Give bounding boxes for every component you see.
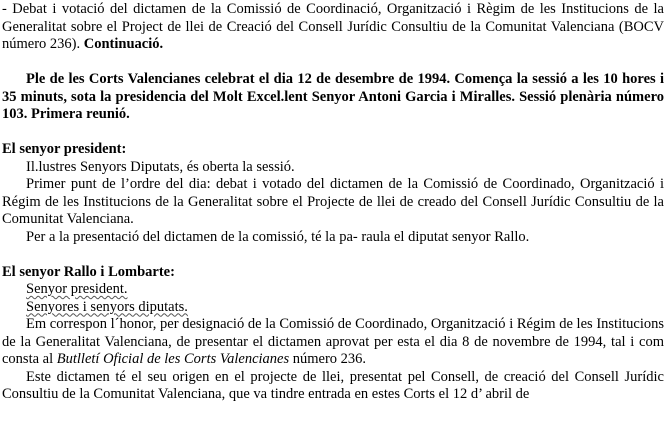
president-paragraph-3: Per a la presentació del dictamen de la comissió, té la pa- raula el diputat senyor Rallo. xyxy=(26,228,530,245)
speaker-president: El senyor president: xyxy=(2,141,127,157)
agenda-item-text: - Debat i votació del dictamen de la Comissió de Coordinació, Organització i Règim de les Institucions de la Generalitat sobre el Project de llei de Creació del Consell Jurídic Consultiu de la Comunitat Valenciana (BOCV número 236). xyxy=(2,1,664,52)
spacer xyxy=(2,246,664,264)
rallo-paragraph-1 xyxy=(2,316,664,369)
president-paragraph-2: Primer punt de l’ordre del dia: debat i votado del dictamen de la Comissió de Coordinado, Organització i Régim de les Institucions de la Generalitat sobre el Projecte de llei de creado del Consell Jurídic Consultiu de la Comunitat Valenciana. xyxy=(2,176,664,227)
spacer xyxy=(2,54,664,72)
rallo-paragraph-1-text: Em correspon l´honor, per designació de la Comissió de Coordinado, Organització i Régim de les Institucions de la Generalitat Valenciana, de presentar el dictamen aprovat per esta el dia 8 de novembre de 1994, tal i com consta al xyxy=(2,316,664,367)
rallo-greeting-1 xyxy=(2,281,664,299)
speaker-rallo: El senyor Rallo i Lombarte: xyxy=(2,263,175,280)
president-paragraph-1: Il.lustres Senyors Diputats, és oberta la sessió. xyxy=(26,158,295,175)
greeting-deputies: Senyores i senyors diputats. xyxy=(26,298,188,315)
rallo-greeting-2 xyxy=(2,299,664,317)
rallo-paragraph-2: Este dictamen té el seu origen en el projecte de llei, presentat pel Consell, de creació del Consell Jurídic Consultiu de la Comunitat Valenciana, que va tindre entrada en estes Corts el 12 d’ abril de xyxy=(2,368,664,402)
agenda-item xyxy=(2,1,664,54)
session-header: Ple de les Corts Valencianes celebrat el dia 12 de desembre de 1994. Comença la sessió a les 10 hores i 35 minuts, sota la presidencia del Molt Excel.lent Senyor Antoni Garcia i Miralles. Sessió plenària número 103. Primera reunió. xyxy=(2,71,664,122)
agenda-item-continuation: Continuació. xyxy=(83,36,164,52)
greeting-president: Senyor president. xyxy=(26,281,128,297)
rallo-paragraph-1-end: número 236. xyxy=(289,351,367,367)
spacer xyxy=(2,124,664,142)
bulletin-title: Butlletí Oficial de les Corts Valencianes xyxy=(56,351,290,367)
